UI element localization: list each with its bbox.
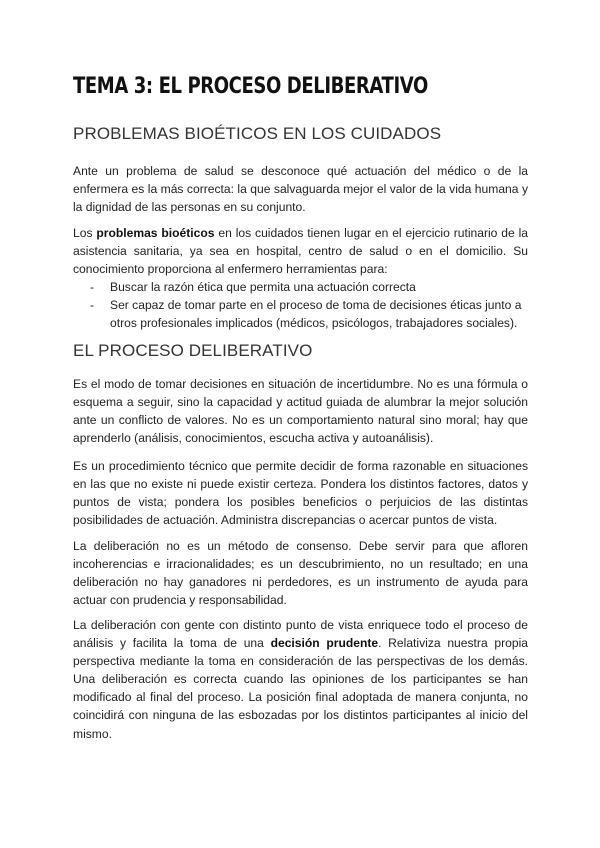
paragraph-metodo-consenso: La deliberación no es un método de consenso. Debe servir para que afloren incoherencias e irracionalidades; es un descubrimiento, no un resultado; en una deliberación no hay ganadores ni perdedores, es un instrumento de ayuda para actuar con prudencia y responsabilidad.: [73, 539, 528, 608]
paragraph-decision-prudente: [73, 616, 528, 743]
bullet-list-herramientas: [73, 278, 528, 332]
list-item-text: Ser capaz de tomar parte en el proceso de toma de decisiones éticas junto a otros profesionales implicados (médicos, psicólogos, trabajadores sociales).: [110, 298, 522, 331]
text-run: en los cuidados tienen lugar en el ejercicio rutinario de la asistencia sanitaria, ya sea en hospital, centro de salud o en el domicilio. Su conocimiento proporciona al enfermero herramientas para:: [73, 226, 528, 277]
paragraph-problemas-bioeticos: [73, 224, 528, 278]
paragraph-problema-salud: Ante un problema de salud se desconoce qué actuación del médico o de la enfermera es la más correcta: la que salvaguarda mejor el valor de la vida humana y la dignidad de las personas en su conjunto.: [73, 164, 528, 215]
text-run: Los: [73, 226, 97, 240]
list-item: [73, 296, 528, 332]
section-heading-proceso-deliberativo: EL PROCESO DELIBERATIVO: [73, 341, 313, 360]
paragraph-modo-tomar-decisiones: Es el modo de tomar decisiones en situación de incertidumbre. No es una fórmula o esquema a seguir, sino la capacidad y actitud guiada de alumbrar la mejor solución ante un conflicto de valores. No es un comportamiento natural sino moral; hay que aprenderlo (análisis, conocimientos, escucha activa y autoanálisis).: [73, 377, 528, 446]
bold-term-problemas-bioeticos: problemas bioéticos: [96, 226, 215, 240]
section-heading-problemas-bioeticos: PROBLEMAS BIOÉTICOS EN LOS CUIDADOS: [73, 124, 442, 143]
dash-bullet: -: [90, 280, 95, 294]
paragraph-procedimiento-tecnico: Es un procedimiento técnico que permite decidir de forma razonable en situaciones en las que no existe ni puede existir certeza. Pondera los distintos factores, datos y puntos de vista; pondera los posibles beneficios o perjuicios de las distintas posibilidades de actuación. Administra discrepancias o acercar puntos de vista.: [73, 459, 528, 528]
text-run: . Relativiza nuestra propia perspectiva mediante la toma en consideración de las perspectivas de los demás. Una deliberación es correcta cuando las opiniones de los participantes se han modificado al final del proceso. La posición final adoptada de manera conjunta, no coincidirá con ninguna de las esbozadas por los distintos participantes al inicio del mismo.: [73, 636, 528, 741]
list-item: [73, 278, 528, 296]
text-run: La deliberación con gente con distinto punto de vista enriquece todo el proceso de análisis y facilita la toma de una: [73, 618, 528, 651]
bold-term-decision-prudente: decisión prudente: [270, 636, 379, 651]
dash-bullet: -: [90, 298, 95, 313]
list-item-text: Buscar la razón ética que permita una actuación correcta: [110, 280, 416, 294]
document-title: TEMA 3: EL PROCESO DELIBERATIVO: [73, 74, 428, 99]
